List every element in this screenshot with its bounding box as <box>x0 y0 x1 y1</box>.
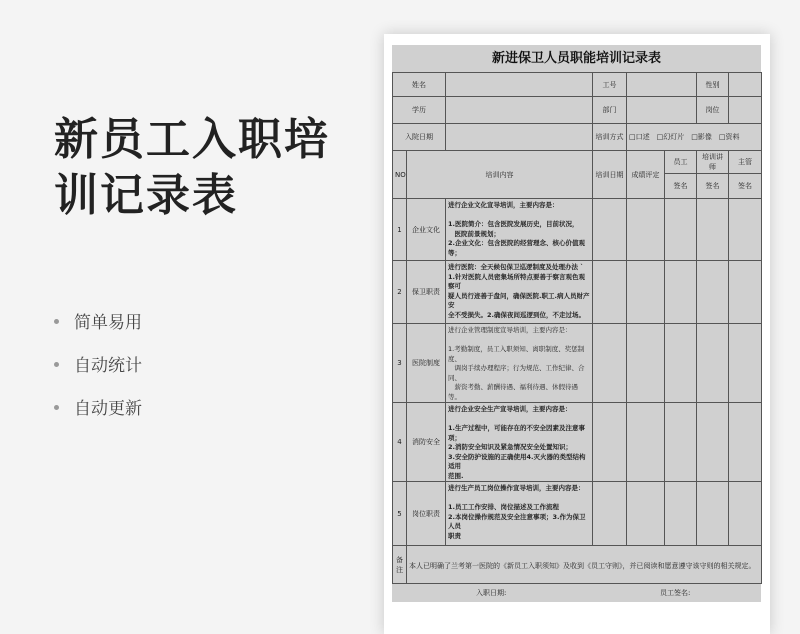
row-result[interactable] <box>627 482 665 546</box>
row-sign-trainer[interactable] <box>697 261 729 324</box>
row-content: 进行医院：全天候包保卫巡逻制度及处理办法 ` 1.针对医院人员密集场所特点要善于察言观色观察可 疑人员行迹善于盘问，确保医院.职工.病人员财产安 全不受损失。2.确保夜间巡逻到位，不走过场。 <box>446 261 593 324</box>
row-sign-supervisor[interactable] <box>729 324 762 403</box>
row-content: 进行生产员工岗位操作宣导培训，主要内容是： 1.员工工作安排、岗位描述及工作流程 2.本岗位操作规范及安全注意事项；3.作为保卫人员 职责 <box>446 482 593 546</box>
label-gender: 性别 <box>697 73 729 97</box>
row-result[interactable] <box>627 261 665 324</box>
row-topic: 医院制度 <box>407 324 446 403</box>
value-education[interactable] <box>446 97 593 124</box>
table-row <box>393 403 762 482</box>
row-sign-trainer[interactable] <box>697 199 729 261</box>
col-train-date: 培训日期 <box>593 151 627 199</box>
col-sign-supervisor: 签名 <box>729 174 762 199</box>
table-row <box>393 324 762 403</box>
row-sign-supervisor[interactable] <box>729 261 762 324</box>
row-result[interactable] <box>627 403 665 482</box>
row-sign-employee[interactable] <box>665 482 697 546</box>
value-id[interactable] <box>627 73 697 97</box>
table-row <box>393 199 762 261</box>
row-sign-employee[interactable] <box>665 199 697 261</box>
label-id: 工号 <box>593 73 627 97</box>
row-topic: 保卫职责 <box>407 261 446 324</box>
col-content: 培训内容 <box>407 151 593 199</box>
bullet-icon <box>54 362 59 367</box>
bullet-icon <box>54 319 59 324</box>
bullet-icon <box>54 405 59 410</box>
table-row <box>393 482 762 546</box>
headline: 新员工入职培训记录表 <box>54 114 330 221</box>
col-no: NO <box>393 151 407 199</box>
value-gender[interactable] <box>729 73 762 97</box>
row-sign-trainer[interactable] <box>697 403 729 482</box>
training-form <box>392 45 761 602</box>
row-train-date[interactable] <box>593 199 627 261</box>
row-sign-employee[interactable] <box>665 261 697 324</box>
row-no: 2 <box>393 261 407 324</box>
row-train-date[interactable] <box>593 482 627 546</box>
row-sign-trainer[interactable] <box>697 324 729 403</box>
row-sign-trainer[interactable] <box>697 482 729 546</box>
footer-entry-date: 入职日期: <box>476 589 507 597</box>
col-employee: 员工 <box>665 151 697 174</box>
row-no: 1 <box>393 199 407 261</box>
form-table <box>392 72 762 584</box>
feature-item: 自动统计 <box>54 351 142 394</box>
row-topic: 企业文化 <box>407 199 446 261</box>
row-content: 进行企业管理制度宣导培训，主要内容是： 1.考勤制度，员工入职须知、离职制度、奖惩制度、 调岗手续办理程序；行为规范、工作纪律、合同、 薪资考勤、薪酬待遇、福利待遇、休假待遇等。 <box>446 324 593 403</box>
row-sign-employee[interactable] <box>665 324 697 403</box>
row-content: 进行企业文化宣导培训，主要内容是： 1.医院简介：包含医院发展历史，目前状况， 医院前景规划； 2.企业文化：包含医院的经营理念、核心价值观等； <box>446 199 593 261</box>
label-entry-date: 入院日期 <box>393 124 446 151</box>
label-method: 培训方式 <box>593 124 627 151</box>
label-position: 岗位 <box>697 97 729 124</box>
feature-item: 简单易用 <box>54 308 142 351</box>
col-supervisor: 主管 <box>729 151 762 174</box>
row-train-date[interactable] <box>593 403 627 482</box>
form-title: 新进保卫人员职能培训记录表 <box>491 51 661 66</box>
row-no: 4 <box>393 403 407 482</box>
col-sign-trainer: 签名 <box>697 174 729 199</box>
feature-list <box>54 308 142 437</box>
value-department[interactable] <box>627 97 697 124</box>
note-row <box>393 546 762 584</box>
label-department: 部门 <box>593 97 627 124</box>
row-topic: 消防安全 <box>407 403 446 482</box>
row-no: 3 <box>393 324 407 403</box>
footer-employee-sign: 员工签名: <box>660 589 691 597</box>
row-sign-employee[interactable] <box>665 403 697 482</box>
label-name: 姓名 <box>393 73 446 97</box>
label-education: 学历 <box>393 97 446 124</box>
note-label: 备注 <box>393 546 407 584</box>
method-options[interactable]: □口述 □幻灯片 □影像 □资料 <box>627 124 762 151</box>
row-result[interactable] <box>627 324 665 403</box>
value-position[interactable] <box>729 97 762 124</box>
value-entry-date[interactable] <box>446 124 593 151</box>
row-topic: 岗位职责 <box>407 482 446 546</box>
row-sign-supervisor[interactable] <box>729 199 762 261</box>
row-train-date[interactable] <box>593 324 627 403</box>
col-result: 成绩评定 <box>627 151 665 199</box>
table-row <box>393 261 762 324</box>
value-name[interactable] <box>446 73 593 97</box>
row-sign-supervisor[interactable] <box>729 403 762 482</box>
col-trainer: 培训讲师 <box>697 151 729 174</box>
row-train-date[interactable] <box>593 261 627 324</box>
form-footer <box>392 584 761 602</box>
row-result[interactable] <box>627 199 665 261</box>
row-sign-supervisor[interactable] <box>729 482 762 546</box>
feature-item: 自动更新 <box>54 394 142 437</box>
note-text: 本人已明确了兰考第一医院的《新员工入职须知》及收到《员工守则》，并已阅读和愿意遵守该守则的相关规定。 <box>407 546 762 584</box>
row-no: 5 <box>393 482 407 546</box>
document-preview <box>384 34 770 634</box>
col-sign-employee: 签名 <box>665 174 697 199</box>
row-content: 进行企业安全生产宣导培训，主要内容是： 1.生产过程中，可能存在的不安全因素及注意事项； 2.消防安全知识及紧急情况安全处置知识； 3.安全防护设施的正确使用4.灭火器的类型结构适用 范围. <box>446 403 593 482</box>
